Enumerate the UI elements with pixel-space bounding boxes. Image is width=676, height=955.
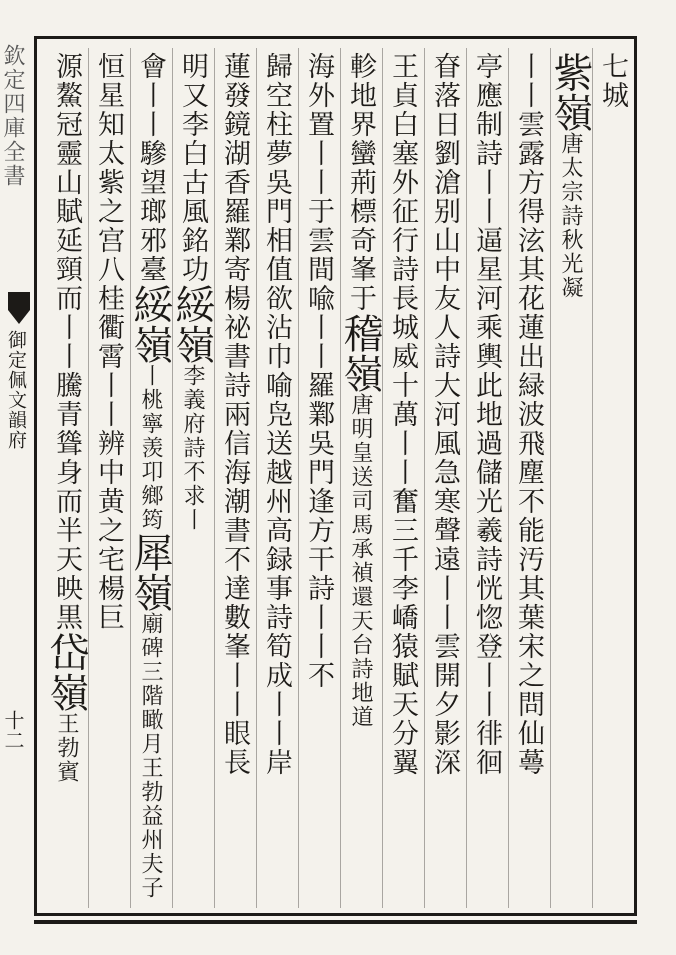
text-column-8 [298,52,338,902]
text-column-11 [169,52,215,902]
text-segment: 眘落日劉滄别山中友人詩大河風急寒聲遠丨丨雲開夕影深 [429,52,460,777]
text-segment: 會丨丨驂望瑯邪臺 [135,52,166,284]
text-segment: 廟碑三階瞰月 [138,612,163,756]
text-column-9 [256,52,296,902]
text-segment: 明又李白古風銘功 [177,52,208,284]
fishtail-mark-icon [6,290,32,326]
text-segment: 王勃賓 [54,712,79,784]
text-column-10 [214,52,254,902]
text-segment: 王貞白塞外征行詩長城威十萬丨丨奮三千李嶠猿賦天分翼 [387,52,418,777]
side-book-name: 御定佩文韻府 [5,330,27,450]
bottom-rule [34,920,637,924]
text-column-5 [424,52,464,902]
headword: 犀嶺 [127,532,173,612]
text-column-1 [592,52,632,902]
text-segment: 七 [597,52,628,81]
headword: 稽嶺 [337,313,383,393]
headword: 岱嶺 [43,632,89,712]
text-column-12 [127,52,173,902]
text-column-7 [337,52,383,902]
page-number: 十二 [1,710,25,750]
text-segment: 軫地界蠻荊標奇峯于 [345,52,376,313]
text-segment: 丨桃寧羡卭鄉筠 [138,364,163,532]
headword: 綏嶺 [169,284,215,364]
text-segment: 歸空柱夢吳門相值欲沾巾喻凫送越州高録事詩筍成丨丨岸 [261,52,292,777]
text-column-14 [43,52,89,902]
text-segment: 源鰲冠靈山賦延頸而丨丨騰青聳身而半天映黒 [51,52,82,632]
text-segment: 海外置丨丨于雲間 [303,52,334,284]
text-segment: 唐太宗詩秋光凝 [558,132,583,300]
text-segment: 恒星知太紫之宫八桂衢霄丨丨辨中黄之宅楊巨 [93,52,124,632]
side-book-title: 欽定四庫全書 [0,44,25,188]
text-segment: 丨丨雲露方得泫其花蓮出緑波飛塵不能汚其葉宋之問仙蕚 [513,52,544,777]
text-segment: 喩丨丨羅鄴吳門逢方干詩丨丨不 [303,284,334,690]
text-column-13 [88,52,128,902]
text-segment: 蓮發鏡湖香羅鄴寄楊祕書詩兩信海潮書不達數峯丨丨眼長 [219,52,250,777]
text-segment: 王勃益州夫子 [138,756,163,900]
headword: 綏嶺 [127,284,173,364]
text-segment: 唐明皇送司馬承禎還天台詩地道 [348,393,373,729]
text-column-6 [382,52,422,902]
text-column-4 [466,52,506,902]
text-segment: 亭應制詩丨丨逼星河乘輿此地過儲光羲詩恍惚登丨丨徘徊 [471,52,502,777]
text-segment: 城 [597,81,628,110]
text-column-2 [547,52,593,902]
text-segment: 李義府詩不求丨 [180,364,205,532]
text-column-3 [508,52,548,902]
headword: 紫嶺 [547,52,593,132]
